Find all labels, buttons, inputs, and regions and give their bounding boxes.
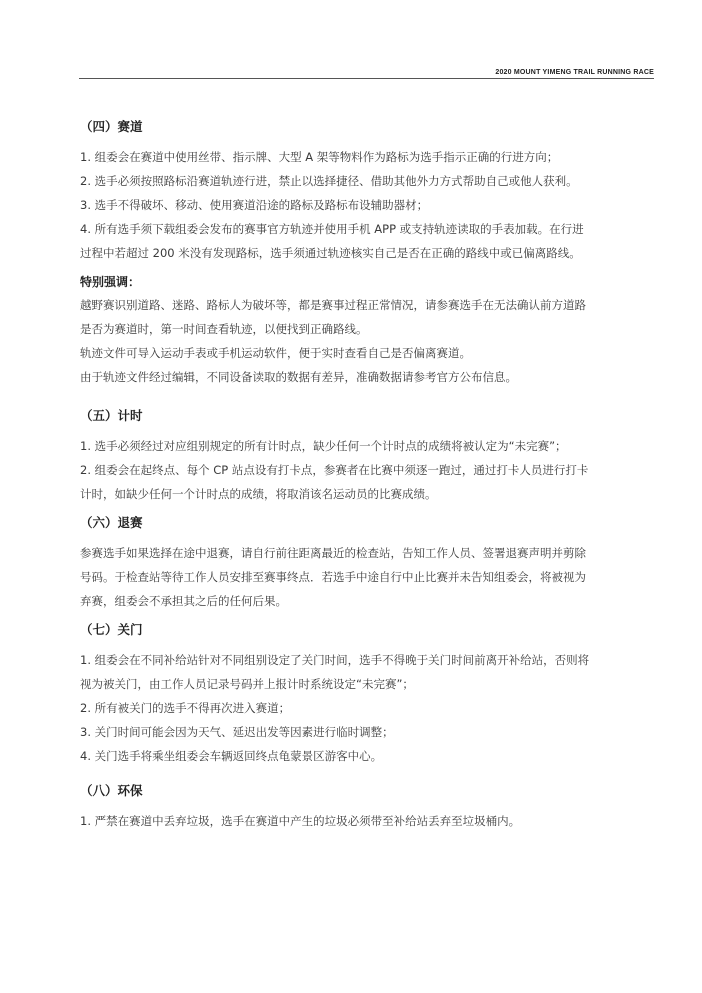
section-title: （四）赛道 xyxy=(80,119,143,134)
paragraph: 4. 所有选手须下载组委会发布的赛事官方轨迹并使用手机 APP 或支持轨迹读取的手表加载。在行进 过程中若超过 200 米没有发现路标，选手须通过轨迹核实自己是否在正确的路线中或已偏离路线。 xyxy=(80,222,584,260)
paragraph: 越野赛识别道路、迷路、路标人为破坏等，都是赛事过程正常情况，请参赛选手在无法确认前方道路 是否为赛道时，第一时间查看轨迹，以便找到正确路线。 xyxy=(80,298,586,336)
section-cutoff xyxy=(80,619,660,768)
paragraph: 参赛选手如果选择在途中退赛，请自行前往距离最近的检查站，告知工作人员、签署退赛声明并剪除 号码。于检查站等待工作人员安排至赛事终点．若选手中途自行中止比赛并未告知组委会，将被视为 弃赛，组委会不承担其之后的任何后果。 xyxy=(80,546,586,608)
paragraph: 1. 组委会在赛道中使用丝带、指示牌、大型 A 架等物料作为路标为选手指示正确的行进方向； xyxy=(80,150,559,164)
paragraph: 2. 组委会在起终点、每个 CP 站点设有打卡点，参赛者在比赛中须逐一跑过，通过打卡人员进行打卡 计时，如缺少任何一个计时点的成绩，将取消该名运动员的比赛成绩。 xyxy=(80,463,589,501)
document-body xyxy=(80,116,660,833)
header-title: 2020 MOUNT YIMENG TRAIL RUNNING RACE xyxy=(495,69,654,76)
paragraph: 3. 选手不得破坏、移动、使用赛道沿途的路标及路标布设辅助器材； xyxy=(80,198,429,212)
paragraph: 由于轨迹文件经过编辑，不同设备读取的数据有差异，准确数据请参考官方公布信息。 xyxy=(80,370,517,384)
section-title: （七）关门 xyxy=(80,622,143,637)
section-course xyxy=(80,116,660,389)
paragraph: 1. 选手必须经过对应组别规定的所有计时点，缺少任何一个计时点的成绩将被认定为“未完赛”； xyxy=(80,439,567,453)
section-title: （六）退赛 xyxy=(80,515,143,530)
section-timing xyxy=(80,405,660,506)
paragraph: 2. 所有被关门的选手不得再次进入赛道； xyxy=(80,701,291,715)
paragraph: 1. 组委会在不同补给站针对不同组别设定了关门时间，选手不得晚于关门时间前离开补给站，否则将 视为被关门，由工作人员记录号码并上报计时系统设定“未完赛”； xyxy=(80,653,590,691)
paragraph: 轨迹文件可导入运动手表或手机运动软件，便于实时查看自己是否偏离赛道。 xyxy=(80,346,471,360)
paragraph: 4. 关门选手将乘坐组委会车辆返回终点龟蒙景区游客中心。 xyxy=(80,749,383,763)
section-title: （五）计时 xyxy=(80,408,143,423)
paragraph: 1. 严禁在赛道中丢弃垃圾，选手在赛道中产生的垃圾必须带至补给站丢弃至垃圾桶内。 xyxy=(80,814,521,828)
paragraph: 3. 关门时间可能会因为天气、延迟出发等因素进行临时调整； xyxy=(80,725,394,739)
emphasis-title: 特别强调： xyxy=(80,275,141,289)
header-divider xyxy=(79,78,654,79)
section-withdrawal xyxy=(80,512,660,613)
section-title: （八）环保 xyxy=(80,783,143,798)
paragraph: 2. 选手必须按照路标沿赛道轨迹行进，禁止以选择捷径、借助其他外力方式帮助自己或他人获利。 xyxy=(80,174,578,188)
section-environment xyxy=(80,780,660,833)
